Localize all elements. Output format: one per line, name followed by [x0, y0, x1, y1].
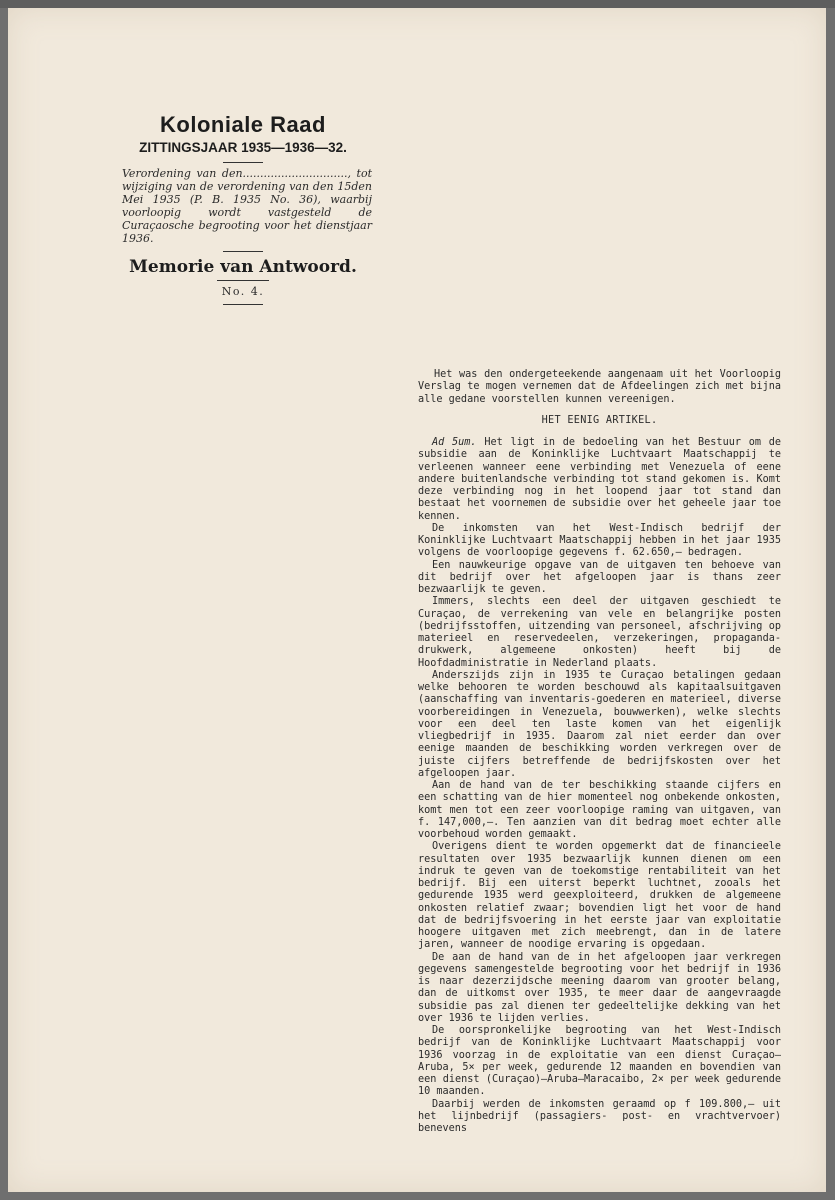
paragraph: Anderszijds zijn in 1935 te Curaçao betalingen gedaan welke behooren te worden beschouwd als kapitaalsuitgaven (aanschaffing van inventaris-goederen en materieel, diverse voorbereidingen in Venezuela, bouwwerken), welke slechts voor een deel ten laste komen van het eigenlijk vliegbedrijf in 1935. Daarom zal niet eerder dan over eenige maanden de beschikking worden verkregen over de juiste cijfers betreffende de bedrijfskosten over het afgeloopen jaar. [418, 669, 781, 779]
paragraph: De inkomsten van het West-Indisch bedrijf der Koninklijke Luchtvaart Maatschappij hebben in het jaar 1935 volgens de voorloopige gegevens f. 62.650,— bedragen. [418, 522, 781, 559]
ad-label: Ad 5um. [432, 437, 477, 448]
divider [223, 251, 263, 252]
paragraph: Daarbij werden de inkomsten geraamd op f 109.800,— uit het lijnbedrijf (passagiers- post- en vrachtvervoer) benevens [418, 1098, 781, 1134]
body-text-column [418, 369, 781, 1135]
paragraph: De aan de hand van de in het afgeloopen jaar verkregen gegevens samengestelde begrooting voor het bedrijf in 1936 is naar dezerzijdsche meening daarom van grooter belang, dan de uitkomst over 1935, te meer daar de aangevraagde subsidie pas zal dienen ter gedeeltelijke dekking van het over 1936 te lijden verlies. [418, 951, 781, 1024]
document-number: No. 4. [221, 285, 265, 298]
document-type-heading: Memorie van Antwoord. [129, 257, 357, 277]
divider [223, 162, 263, 163]
intro-paragraph: Het was den ondergeteekende aangenaam uit het Voorloopig Verslag te mogen vernemen dat de Afdeelingen zich met bijna alle gedane voorstellen kunnen vereenigen. [418, 369, 781, 405]
heading-block [108, 112, 378, 309]
paragraph-text: Het ligt in de bedoeling van het Bestuur om de subsidie aan de Koninklijke Luchtvaart Maatschappij te verleenen wanneer eene verbinding met Venezuela of eene andere buitenlandsche verbinding tot stand gekomen is. Komt deze verbinding nog in het loopend jaar tot stand dan bestaat het voornemen de subsidie over het geheele jaar toe kennen. [418, 437, 781, 522]
document-page [8, 8, 826, 1192]
paragraph: Immers, slechts een deel der uitgaven geschiedt te Curaçao, de verrekening van vele en belangrijke posten (bedrijfsstoffen, uitzending van personeel, afschrijving op materieel en reservedeelen, verzekeringen, propaganda-drukwerk, algemeene onkosten) heeft bij de Hoofdadministratie in Nederland plaats. [418, 596, 781, 669]
paragraph [418, 437, 781, 523]
council-title: Koloniale Raad [160, 112, 326, 137]
paragraph: De oorspronkelijke begrooting van het West-Indisch bedrijf van de Koninklijke Luchtvaart Maatschappij voor 1936 voorzag in de exploitatie van een dienst Curaçao—Aruba, 5× per week, gedurende 12 maanden en bovendien van een dienst (Curaçao)—Aruba—Maracaibo, 2× per week gedurende 10 maanden. [418, 1025, 781, 1098]
article-subheading: HET EENIG ARTIKEL. [541, 414, 658, 426]
paragraph: Overigens dient te worden opgemerkt dat de financieele resultaten over 1935 bezwaarlijk kunnen dienen om een indruk te geven van de toekomstige rentabiliteit van het bedrijf. Bij een uiterst beperkt luchtnet, zooals het gedurende 1935 werd geexploiteerd, drukken de algemeene onkosten relatief zwaar; bovendien ligt het voor de hand dat de bedrijfsvoering in het eerste jaar van exploitatie hoogere uitgaven met zich meebrengt, dan in de latere jaren, wanneer de noodige ervaring is opgedaan. [418, 841, 781, 951]
divider [223, 304, 263, 305]
divider [217, 280, 269, 281]
ordinance-description: Verordening van den.............................., tot wijziging van de verordening van den 15den Mei 1935 (P. B. 1935 No. 36), waarbij voorloopig wordt vastgesteld de Curaçaosche begrooting voor het dienstjaar 1936. [122, 167, 372, 245]
session-year: ZITTINGSJAAR 1935—1936—32. [139, 140, 347, 155]
paragraph: Aan de hand van de ter beschikking staande cijfers en een schatting van de hier momenteel nog onbekende onkosten, komt men tot een zeer voorloopige raming van uitgaven, van f. 147,000,—. Ten aanzien van dit bedrag moet echter alle voorbehoud worden gemaakt. [418, 780, 781, 840]
scan-border [0, 0, 835, 8]
paragraph: Een nauwkeurige opgave van de uitgaven ten behoeve van dit bedrijf over het afgeloopen jaar is thans zeer bezwaarlijk te geven. [418, 559, 781, 595]
